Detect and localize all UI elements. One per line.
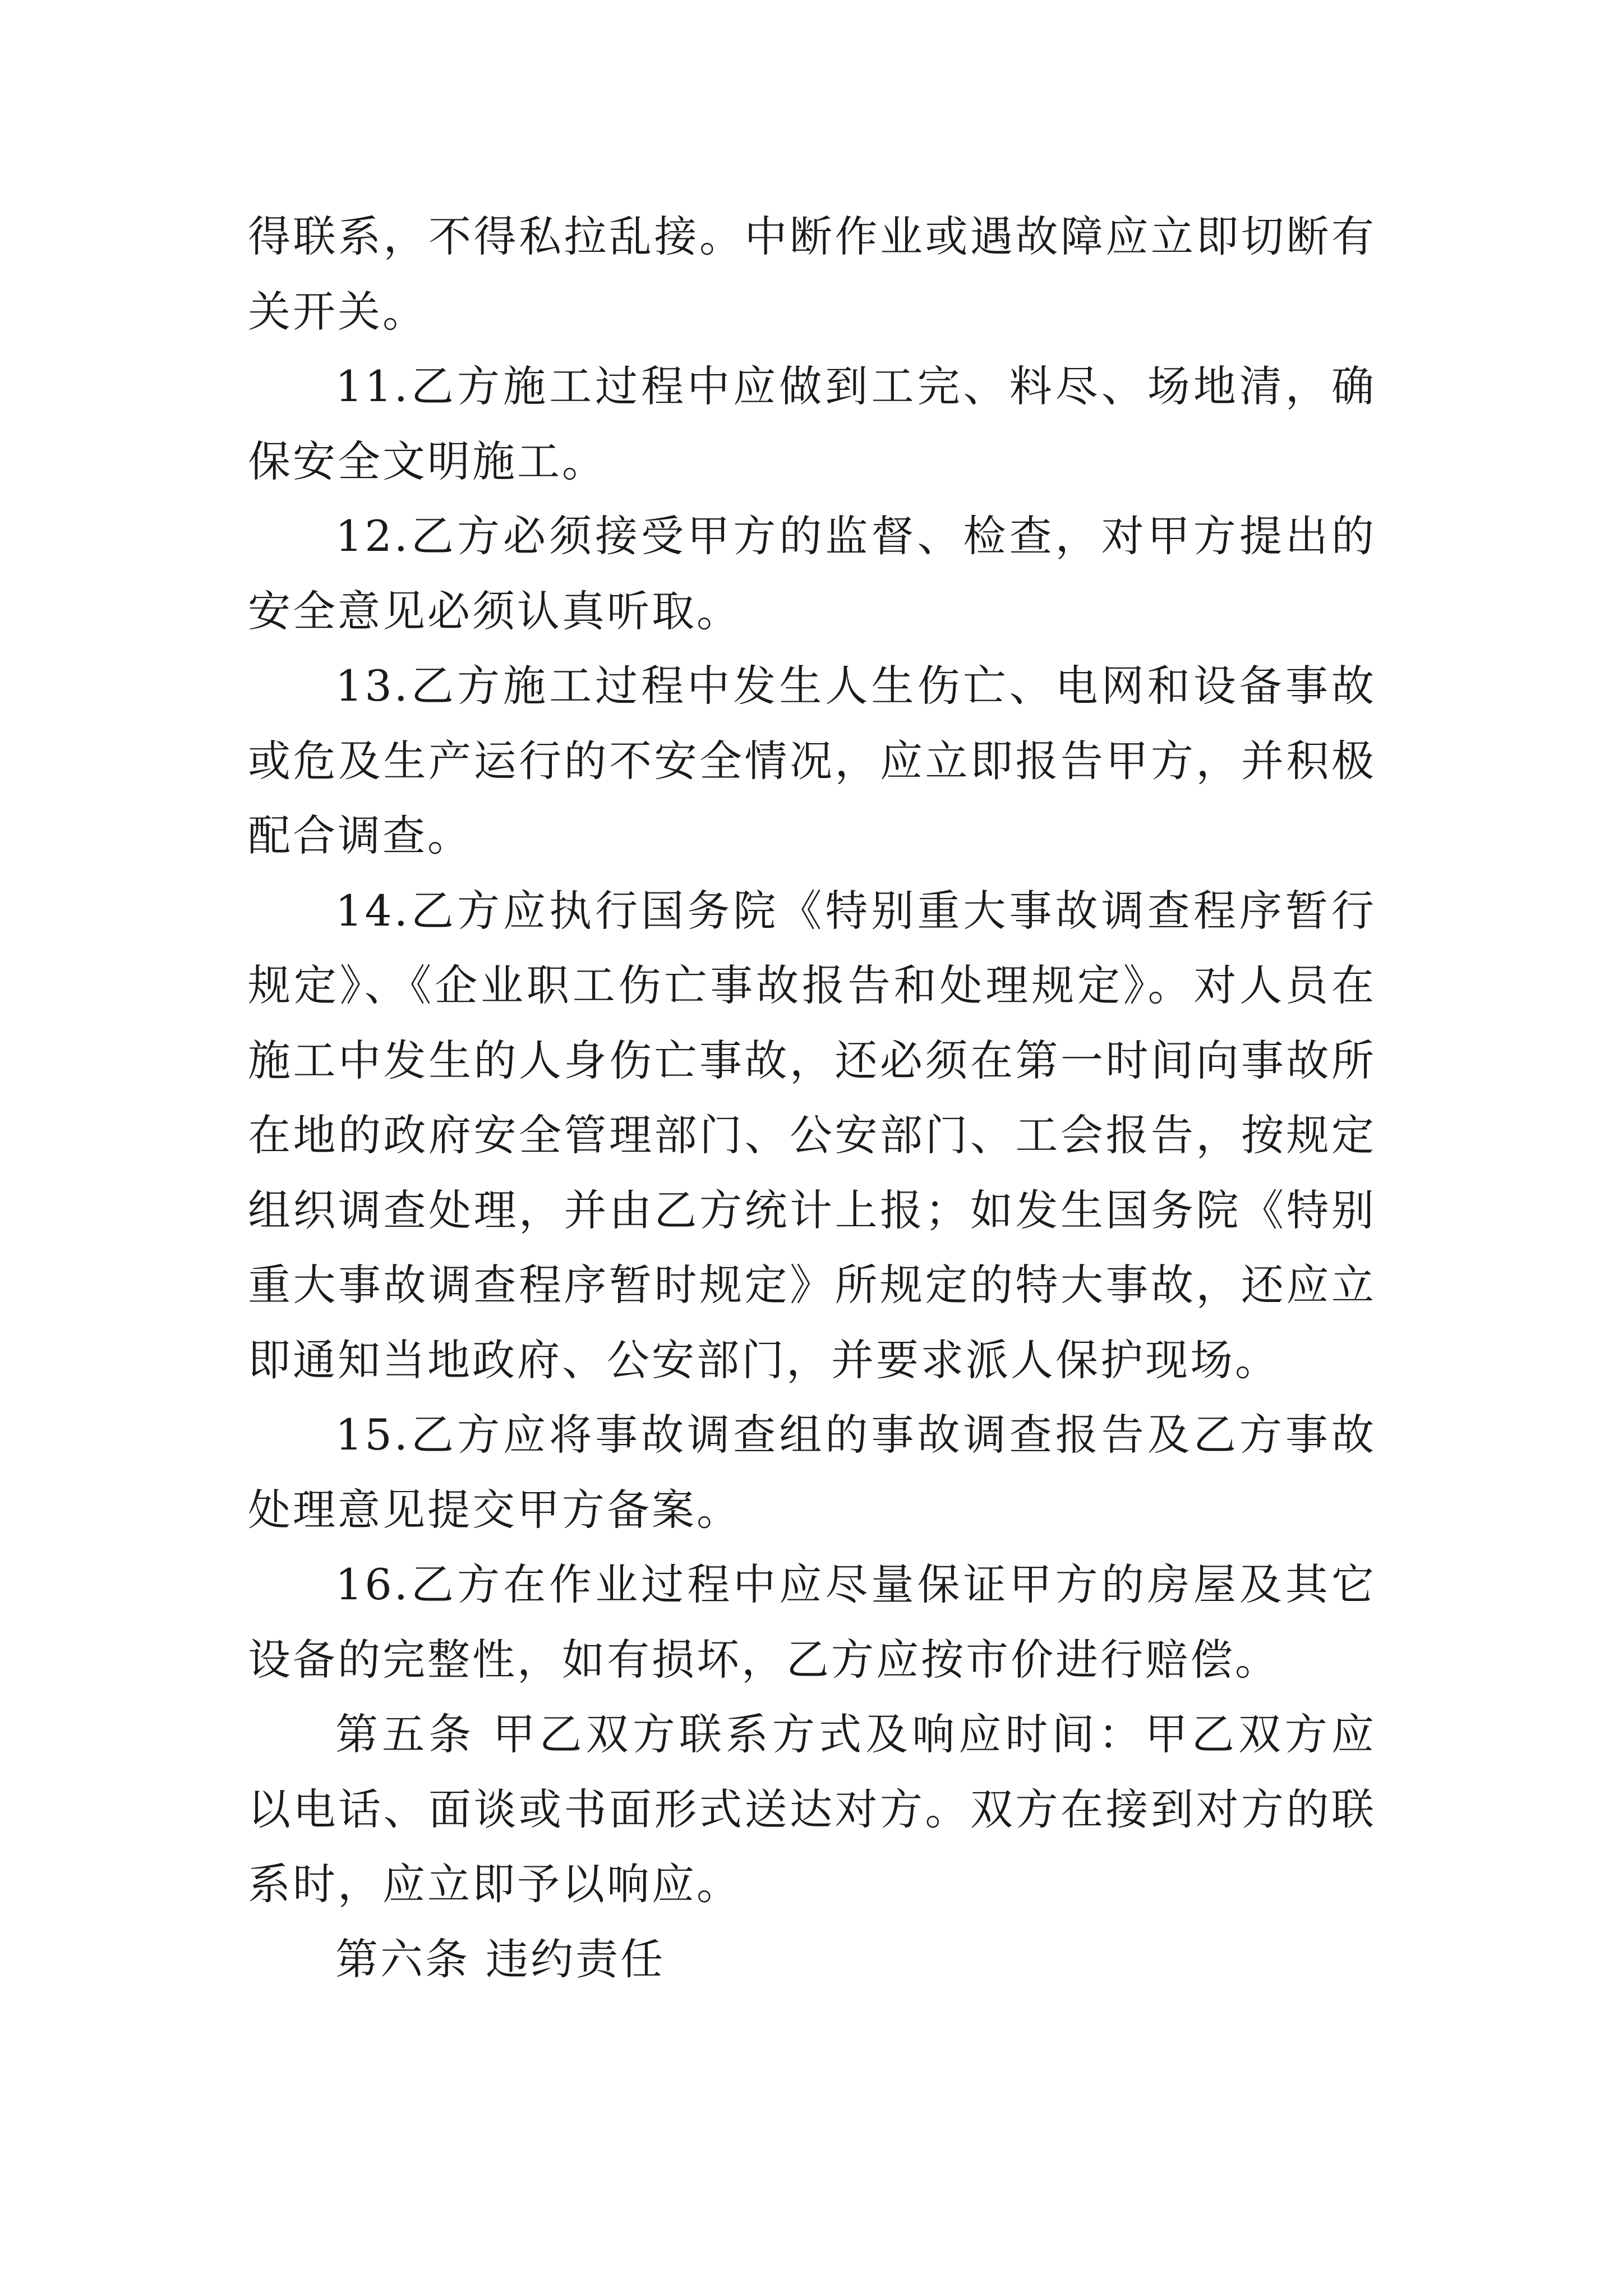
paragraph-item-15: 15.乙方应将事故调查组的事故调查报告及乙方事故处理意见提交甲方备案。 bbox=[248, 1410, 1376, 1535]
article-6-heading: 第六条 违约责任 bbox=[335, 1934, 666, 1984]
paragraph-item-16: 16.乙方在作业过程中应尽量保证甲方的房屋及其它设备的完整性，如有损坏，乙方应按市价进行赔偿。 bbox=[248, 1559, 1376, 1685]
paragraph-item-13: 13.乙方施工过程中发生人生伤亡、电网和设备事故或危及生产运行的不安全情况，应立即报告甲方，并积极配合调查。 bbox=[248, 661, 1376, 861]
document-body bbox=[248, 199, 1376, 1996]
article-5-contact-response: 第五条 甲乙双方联系方式及响应时间：甲乙双方应以电话、面谈或书面形式送达对方。双方在接到对方的联系时，应立即予以响应。 bbox=[248, 1709, 1376, 1909]
paragraph-continuation: 得联系，不得私拉乱接。中断作业或遇故障应立即切断有关开关。 bbox=[248, 211, 1376, 337]
paragraph-item-14: 14.乙方应执行国务院《特别重大事故调查程序暂行规定》、《企业职工伤亡事故报告和处理规定》。对人员在施工中发生的人身伤亡事故，还必须在第一时间向事故所在地的政府安全管理部门、公安部门、工会报告，按规定组织调查处理，并由乙方统计上报；如发生国务院《特别重大事故调查程序暂时规定》所规定的特大事故，还应立即通知当地政府、公安部门，并要求派人保护现场。 bbox=[248, 885, 1376, 1385]
paragraph-item-12: 12.乙方必须接受甲方的监督、检查，对甲方提出的安全意见必须认真听取。 bbox=[248, 511, 1376, 636]
paragraph-item-11: 11.乙方施工过程中应做到工完、料尽、场地清，确保安全文明施工。 bbox=[248, 361, 1376, 486]
